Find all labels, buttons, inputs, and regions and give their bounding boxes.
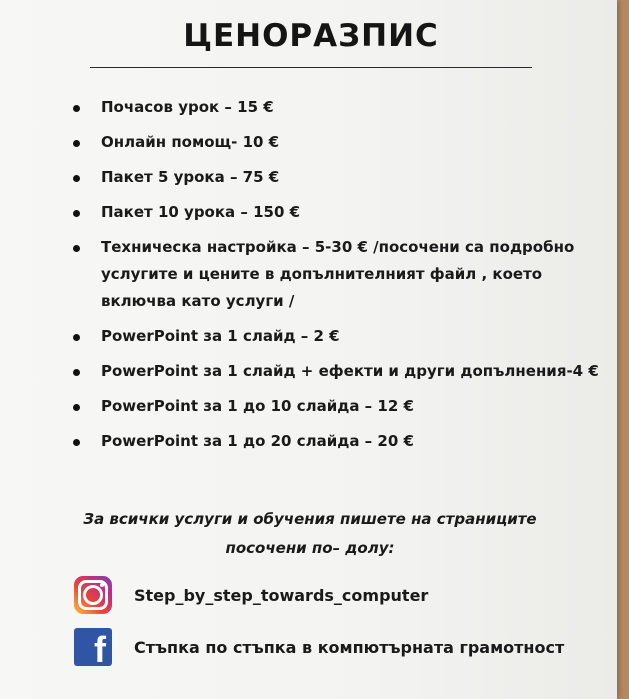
price-item-ppt-1-slide-effects: PowerPoint за 1 слайд + ефекти и други допълнения-4 € bbox=[68, 358, 608, 385]
contact-note-line-2: посочени по– долу: bbox=[225, 539, 395, 557]
instagram-handle: Step_by_step_towards_computer bbox=[134, 585, 429, 605]
contact-note-line-1: За всички услуги и обучения пишете на страниците bbox=[83, 510, 537, 528]
page-title: ЦЕНОРАЗПИС bbox=[183, 18, 439, 54]
price-list bbox=[68, 94, 608, 463]
facebook-link[interactable] bbox=[74, 628, 564, 666]
price-item-online-help: Онлайн помощ- 10 € bbox=[68, 129, 608, 156]
price-item-ppt-10-slides: PowerPoint за 1 до 10 слайда – 12 € bbox=[68, 393, 608, 420]
price-item-package-10: Пакет 10 урока – 150 € bbox=[68, 199, 608, 226]
contact-note bbox=[50, 505, 570, 563]
price-item-package-5: Пакет 5 урока – 75 € bbox=[68, 164, 608, 191]
instagram-icon bbox=[74, 576, 112, 614]
title-underline bbox=[90, 67, 532, 68]
instagram-link[interactable] bbox=[74, 576, 428, 614]
price-item-ppt-1-slide: PowerPoint за 1 слайд – 2 € bbox=[68, 323, 608, 350]
price-item-ppt-20-slides: PowerPoint за 1 до 20 слайда – 20 € bbox=[68, 428, 608, 455]
price-item-hourly-lesson: Почасов урок – 15 € bbox=[68, 94, 608, 121]
price-item-tech-setup: Техническа настройка – 5-30 € /посочени са подробно услугите и цените в допълнителният файл , което включва като услуги / bbox=[68, 234, 608, 315]
facebook-icon: f bbox=[74, 628, 112, 666]
facebook-page-name: Стъпка по стъпка в компютърната грамотност bbox=[134, 637, 565, 657]
